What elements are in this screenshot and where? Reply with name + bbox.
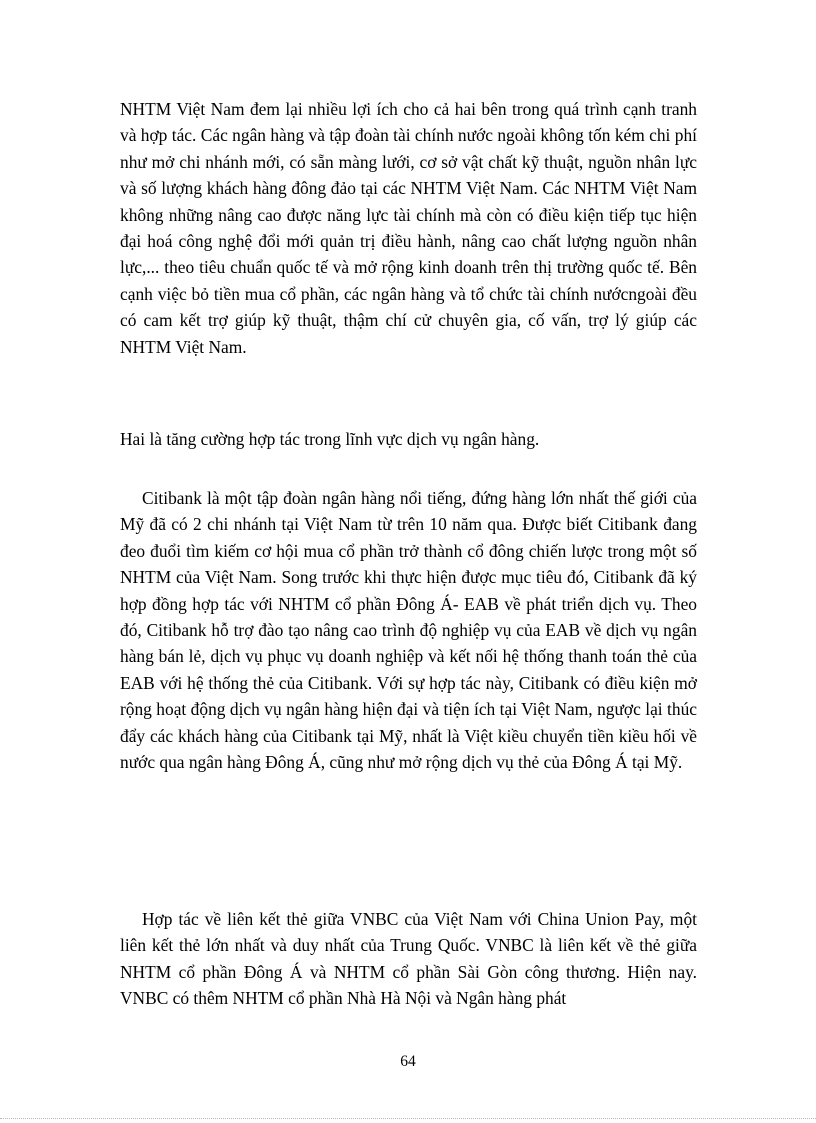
paragraph-citibank xyxy=(120,485,697,775)
paragraph-vnbc xyxy=(120,906,697,1012)
paragraph-continuation xyxy=(120,96,697,360)
paragraph-heading-two xyxy=(120,426,697,452)
paragraph-text: Citibank là một tập đoàn ngân hàng nổi tiếng, đứng hàng lớn nhất thế giới của Mỹ đã có 2 chi nhánh tại Việt Nam từ trên 10 năm qua. Được biết Citibank đang đeo đuổi tìm kiếm cơ hội mua cổ phần trở thành cổ đông chiến lược trong một số NHTM của Việt Nam. Song trước khi thực hiện được mục tiêu đó, Citibank đã ký hợp đồng hợp tác với NHTM cổ phần Đông Á- EAB về phát triển dịch vụ. Theo đó, Citibank hỗ trợ đào tạo nâng cao trình độ nghiệp vụ của EAB về dịch vụ ngân hàng bán lẻ, dịch vụ phục vụ doanh nghiệp và kết nối hệ thống thanh toán thẻ của EAB với hệ thống thẻ của Citibank. Với sự hợp tác này, Citibank có điều kiện mở rộng hoạt động dịch vụ ngân hàng hiện đại và tiện ích tại Việt Nam, ngược lại thúc đẩy các khách hàng của Citibank tại Mỹ, nhất là Việt kiều chuyển tiền kiều hối về nước qua ngân hàng Đông Á, cũng như mở rộng dịch vụ thẻ của Đông Á tại Mỹ. xyxy=(120,488,697,773)
page-bottom-border xyxy=(0,1118,816,1119)
paragraph-text: Hai là tăng cường hợp tác trong lĩnh vực dịch vụ ngân hàng. xyxy=(120,429,540,449)
paragraph-text: Hợp tác về liên kết thẻ giữa VNBC của Việt Nam với China Union Pay, một liên kết thẻ lớn nhất và duy nhất của Trung Quốc. VNBC là liên kết về thẻ giữa NHTM cổ phần Đông Á và NHTM cổ phần Sài Gòn công thương. Hiện nay. VNBC có thêm NHTM cổ phần Nhà Hà Nội và Ngân hàng phát xyxy=(120,909,697,1009)
page-number: 64 xyxy=(400,1053,416,1070)
paragraph-text: NHTM Việt Nam đem lại nhiều lợi ích cho cả hai bên trong quá trình cạnh tranh và hợp tác. Các ngân hàng và tập đoàn tài chính nước ngoài không tốn kém chi phí như mở chi nhánh mới, có sẵn màng lưới, cơ sở vật chất kỹ thuật, nguồn nhân lực và số lượng khách hàng đông đảo tại các NHTM Việt Nam. Các NHTM Việt Nam không những nâng cao được năng lực tài chính mà còn có điều kiện tiếp tục hiện đại hoá công nghệ đổi mới quản trị điều hành, nâng cao chất lượng nguồn nhân lực,... theo tiêu chuẩn quốc tế và mở rộng kinh doanh trên thị trường quốc tế. Bên cạnh việc bỏ tiền mua cổ phần, các ngân hàng và tổ chức tài chính nướcngoài đều có cam kết trợ giúp kỹ thuật, thậm chí cử chuyên gia, cố vấn, trợ lý giúp các NHTM Việt Nam. xyxy=(120,99,697,357)
